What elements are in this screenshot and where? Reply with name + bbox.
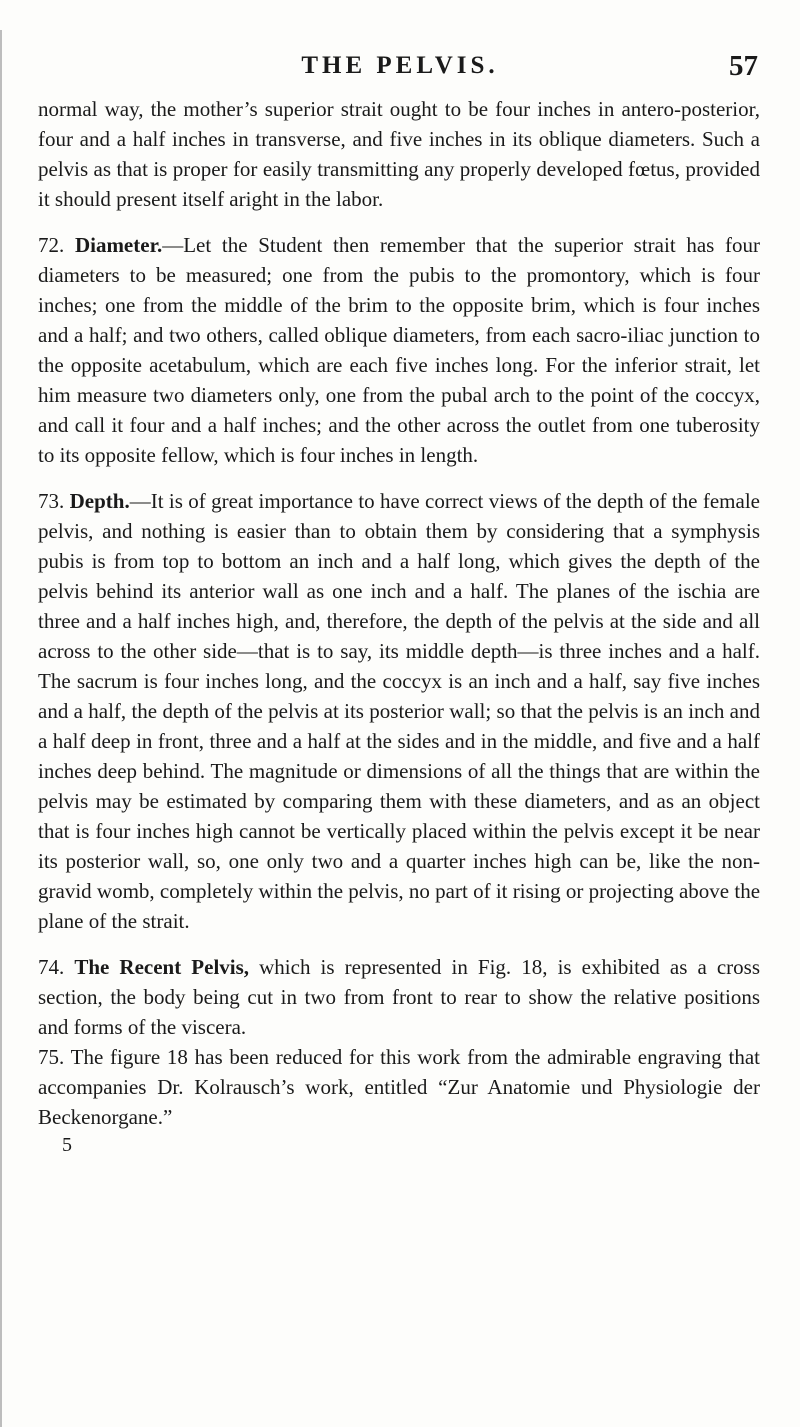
paragraph-number: 74. (38, 955, 65, 979)
running-title: THE PELVIS. (301, 52, 499, 79)
paragraph-text: The figure 18 has been reduced for this work from the admirable engraving that accompanies Dr. Kolrausch’s work, entitled “Zur Anatomie und Physiologie der Beckenorgane.” (38, 1045, 761, 1129)
paragraph-74 (38, 952, 760, 1042)
paragraph-number: 73. (38, 489, 65, 513)
paragraph-continuation (38, 94, 760, 214)
page-edge-line (0, 30, 2, 1427)
paragraph-heading: Depth. (69, 489, 130, 513)
paragraph-75 (38, 1042, 760, 1132)
page-header (0, 50, 800, 90)
paragraph-heading: The Recent Pelvis, (74, 955, 250, 979)
paragraph-text: —It is of great importance to have correct views of the depth of the female pelvis, and nothing is easier than to obtain them by considering that a symphysis pubis is from top to bottom an inch and a half long, which gives the depth of the pelvis behind its anterior wall as one inch and a half. The planes of the ischia are three and a half inches high, and, therefore, the depth of the pelvis at the side and all across to the other side—that is to say, its middle depth—is three inches and a half. The sacrum is four inches long, and the coccyx is an inch and a half, say five inches and a half, the depth of the pelvis at its posterior wall; so that the pelvis is an inch and a half deep in front, three and a half at the sides and in the middle, and five and a half inches deep behind. The magnitude or dimensions of all the things that are within the pelvis may be estimated by comparing them with these diameters, and as an object that is four inches high cannot be vertically placed within the pelvis except it be near its posterior wall, so, one only two and a quarter inches high can be, like the non-gravid womb, completely within the pelvis, no part of it rising or projecting above the plane of the strait. (38, 489, 761, 933)
paragraph-number: 72. (38, 233, 65, 257)
page-number: 57 (729, 50, 758, 82)
paragraph-heading: Diameter. (74, 233, 163, 257)
paragraph-text: —Let the Student then remember that the superior strait has four diameters to be measured; one from the pubis to the promontory, which is four inches; one from the middle of the brim to the opposite brim, which is four inches and a half; and two others, called oblique diameters, from each sacro-iliac junction to the opposite acetabulum, which are each five inches long. For the inferior strait, let him measure two diameters only, one from the pubal arch to the point of the coccyx, and call it four and a half inches; and the other across the outlet from one tuberosity to its opposite fellow, which is four inches in length. (38, 233, 761, 467)
paragraph-text: which is represented in Fig. 18, is exhibited as a cross section, the body being cut in two from front to rear to show the relative positions and forms of the viscera. (38, 955, 761, 1039)
paragraph-text: normal way, the mother’s superior strait ought to be four inches in antero-posterior, four and a half inches in transverse, and five inches in its oblique diameters. Such a pelvis as that is proper for easily transmitting any properly developed fœtus, provided it should present itself aright in the labor. (38, 97, 760, 211)
signature-mark: 5 (62, 1134, 72, 1156)
paragraph-number: 75. (38, 1045, 65, 1069)
paragraph-72 (38, 230, 760, 470)
body-text (38, 94, 760, 1158)
paragraph-73 (38, 486, 760, 936)
